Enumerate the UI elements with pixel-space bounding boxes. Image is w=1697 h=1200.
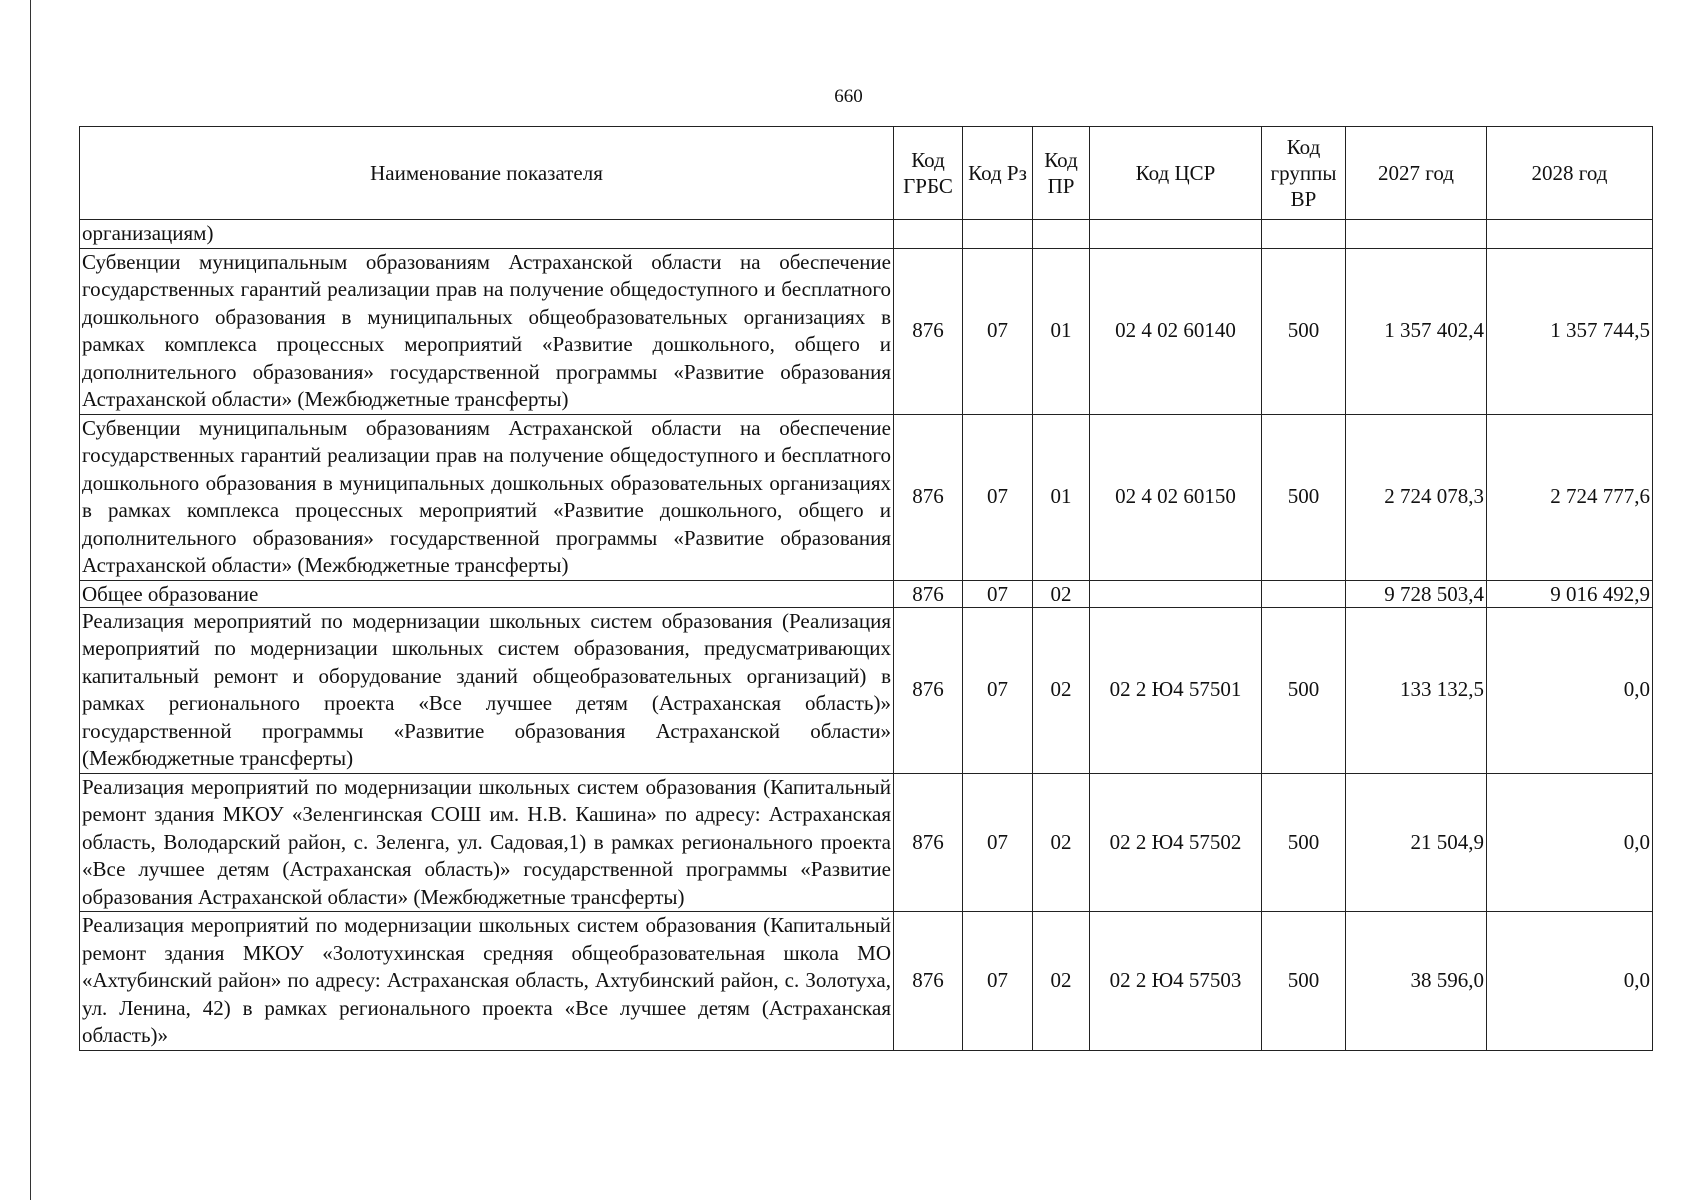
row-vr: 500 [1262,773,1346,912]
header-pr: Код ПР [1033,127,1090,220]
row-rz: 07 [963,912,1033,1051]
row-2028: 0,0 [1487,912,1653,1051]
row-name: Субвенции муниципальным образованиям Астраханской области на обеспечение государственных гарантий реализации прав на получение общедоступного и бесплатного дошкольного образования в муниципальных общеобразовательных организациях в рамках комплекса процессных мероприятий «Развитие дошкольного, общего и дополнительного образования» государственной программы «Развитие образования Астраханской области» (Межбюджетные трансферты) [80,248,894,414]
row-vr: 500 [1262,912,1346,1051]
row-rz [963,220,1033,249]
table-row [80,912,1653,1051]
row-grbs: 876 [894,773,963,912]
row-grbs: 876 [894,414,963,580]
row-rz: 07 [963,414,1033,580]
row-pr: 01 [1033,248,1090,414]
row-2027: 9 728 503,4 [1346,580,1487,607]
row-2027: 133 132,5 [1346,607,1487,773]
table-row [80,414,1653,580]
header-grbs: Код ГРБС [894,127,963,220]
row-csr: 02 4 02 60140 [1090,248,1262,414]
page-number: 660 [834,86,863,107]
row-rz: 07 [963,607,1033,773]
row-csr: 02 2 Ю4 57503 [1090,912,1262,1051]
table-row [80,248,1653,414]
row-csr [1090,220,1262,249]
row-rz: 07 [963,773,1033,912]
section-name: Общее образование [80,580,894,607]
row-name: Реализация мероприятий по модернизации школьных систем образования (Капитальный ремонт здания МКОУ «Зеленгинская СОШ им. Н.В. Кашина» по адресу: Астраханская область, Володарский район, с. Зеленга, ул. Садовая,1) в рамках регионального проекта «Все лучшее детям (Астраханская область)» государственной программы «Развитие образования Астраханской области» (Межбюджетные трансферты) [80,773,894,912]
row-2028: 0,0 [1487,773,1653,912]
row-grbs: 876 [894,580,963,607]
row-pr: 01 [1033,414,1090,580]
row-pr: 02 [1033,607,1090,773]
header-2027: 2027 год [1346,127,1487,220]
table-header-row [80,127,1653,220]
table-row [80,220,1653,249]
row-grbs: 876 [894,248,963,414]
row-name: организациям) [80,220,894,249]
row-name: Субвенции муниципальным образованиям Астраханской области на обеспечение государственных гарантий реализации прав на получение общедоступного и бесплатного дошкольного образования в муниципальных дошкольных образовательных организациях в рамках комплекса процессных мероприятий «Развитие дошкольного, общего и дополнительного образования» государственной программы «Развитие образования Астраханской области» (Межбюджетные трансферты) [80,414,894,580]
row-2027: 1 357 402,4 [1346,248,1487,414]
page-margin-line [30,0,31,1200]
table-row [80,607,1653,773]
row-2027: 38 596,0 [1346,912,1487,1051]
row-vr [1262,580,1346,607]
row-csr: 02 4 02 60150 [1090,414,1262,580]
row-vr: 500 [1262,607,1346,773]
row-grbs: 876 [894,912,963,1051]
section-row [80,580,1653,607]
row-2027: 2 724 078,3 [1346,414,1487,580]
budget-table [79,126,1653,1051]
row-csr [1090,580,1262,607]
row-pr: 02 [1033,580,1090,607]
header-2028: 2028 год [1487,127,1653,220]
header-rz: Код Рз [963,127,1033,220]
header-csr: Код ЦСР [1090,127,1262,220]
row-name: Реализация мероприятий по модернизации школьных систем образования (Реализация мероприятий по модернизации школьных систем образования, предусматривающих капитальный ремонт и оборудование зданий общеобразовательных организаций) в рамках регионального проекта «Все лучшее детям (Астраханская область)» государственной программы «Развитие образования Астраханской области» (Межбюджетные трансферты) [80,607,894,773]
row-grbs: 876 [894,607,963,773]
row-2028: 0,0 [1487,607,1653,773]
row-2028: 1 357 744,5 [1487,248,1653,414]
row-2028 [1487,220,1653,249]
row-name: Реализация мероприятий по модернизации школьных систем образования (Капитальный ремонт здания МКОУ «Золотухинская средняя общеобразовательная школа МО «Ахтубинский район» по адресу: Астраханская область, Ахтубинский район, с. Золотуха, ул. Ленина, 42) в рамках регионального проекта «Все лучшее детям (Астраханская область)» [80,912,894,1051]
table-row [80,773,1653,912]
row-grbs [894,220,963,249]
row-2028: 2 724 777,6 [1487,414,1653,580]
row-vr [1262,220,1346,249]
row-pr: 02 [1033,773,1090,912]
row-vr: 500 [1262,414,1346,580]
row-vr: 500 [1262,248,1346,414]
header-vr: Код группы ВР [1262,127,1346,220]
row-2027 [1346,220,1487,249]
row-rz: 07 [963,248,1033,414]
row-csr: 02 2 Ю4 57502 [1090,773,1262,912]
row-rz: 07 [963,580,1033,607]
row-csr: 02 2 Ю4 57501 [1090,607,1262,773]
row-pr: 02 [1033,912,1090,1051]
row-2028: 9 016 492,9 [1487,580,1653,607]
row-pr [1033,220,1090,249]
header-name: Наименование показателя [80,127,894,220]
row-2027: 21 504,9 [1346,773,1487,912]
